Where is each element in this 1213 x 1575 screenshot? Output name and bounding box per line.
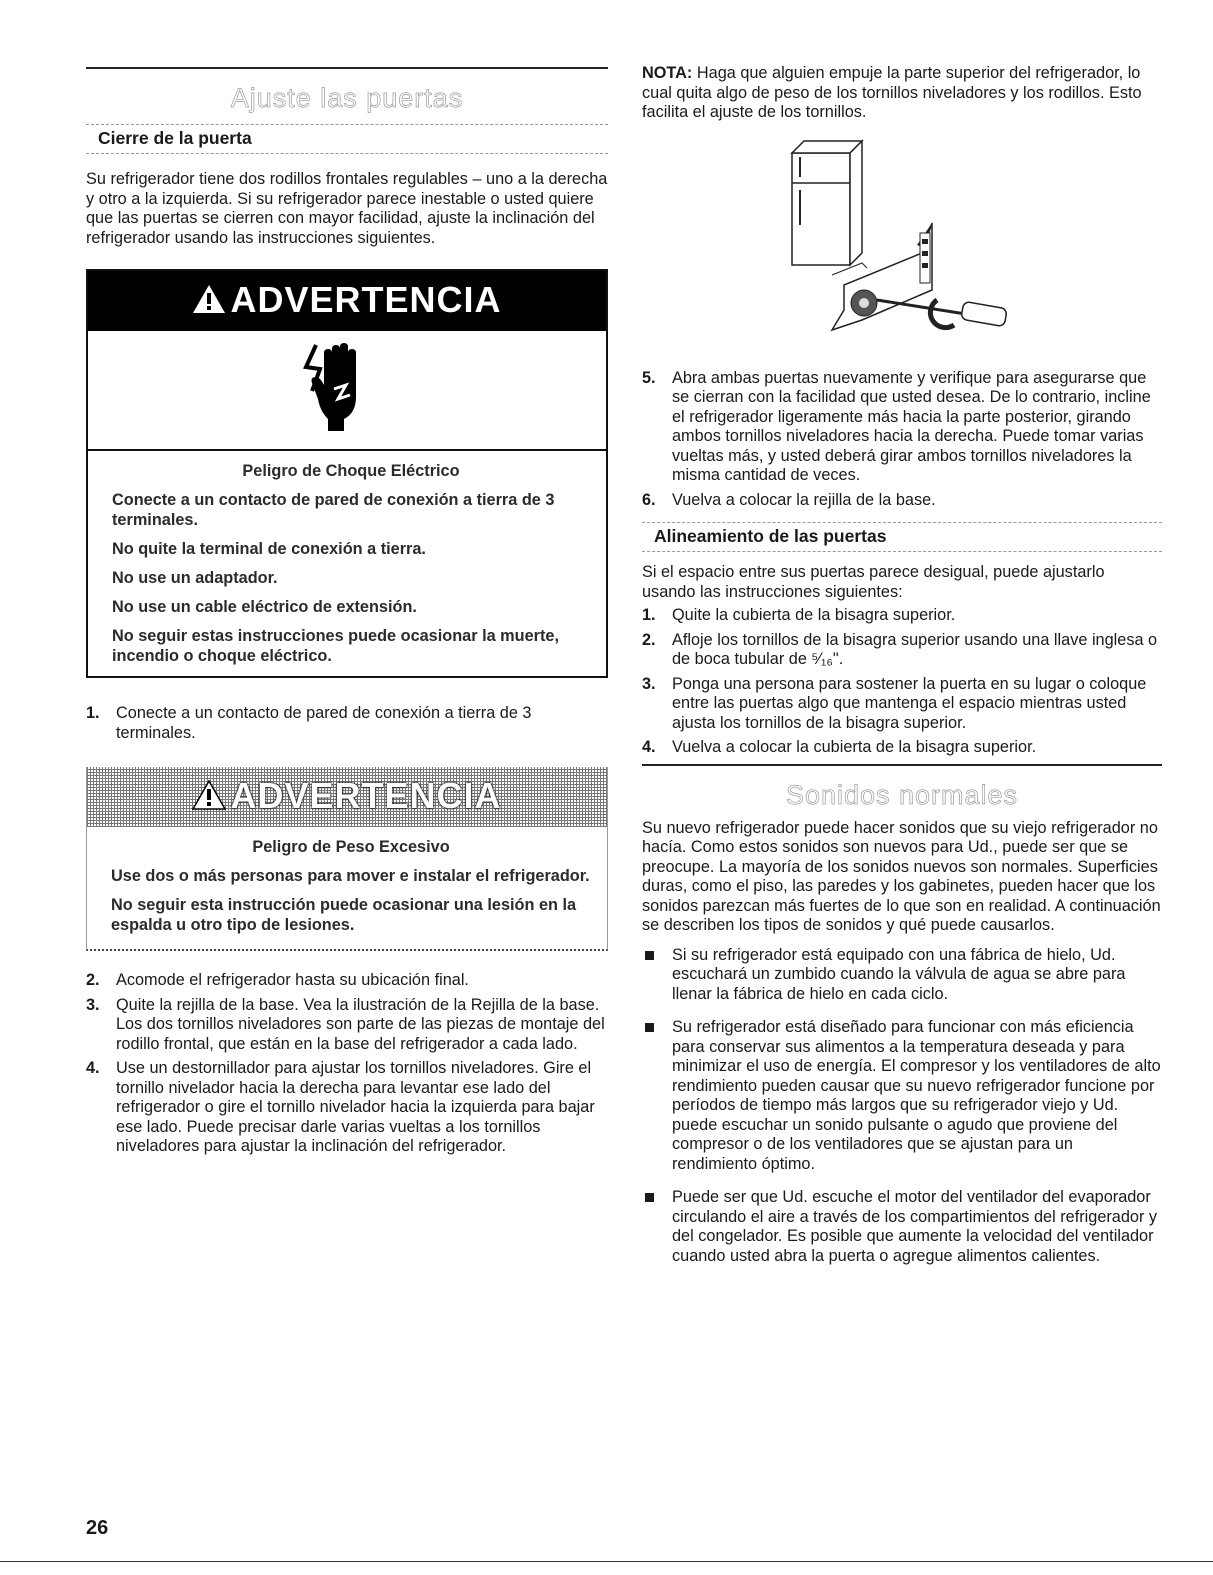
step-number: 4. (642, 738, 656, 756)
step-number: 5. (642, 368, 656, 387)
list-item (642, 369, 1162, 486)
dotted-divider (86, 153, 608, 154)
warning-triangle-icon (192, 777, 226, 819)
sounds-intro: Su nuevo refrigerador puede hacer sonidos que su viejo refrigerador no hacía. Como estos sonidos son nuevos para Ud., puede ser que se preocupe. La mayoría de los sonidos nuevos son normales. Superficies duras, como el piso, las paredes y los gabinetes, pueden hacer que los sonidos parezcan más fuertes de lo que son en realidad. A continuación se describen los tipos de sonidos y qué puede causarlos. (642, 818, 1161, 934)
warning-hazard-title: Peligro de Choque Eléctrico (242, 462, 460, 480)
step-number: 1. (86, 704, 100, 722)
step-text: Afloje los tornillos de la bisagra superior usando una llave inglesa o de boca tubular de ⁵⁄₁₆". (672, 630, 1158, 668)
bullet-square-icon (645, 951, 654, 960)
list-item (642, 606, 1162, 626)
dotted-divider (642, 551, 1162, 552)
page-number: 26 (86, 1517, 109, 1539)
warning-body (88, 451, 606, 676)
bullet-text: Su refrigerador está diseñado para funcionar con más eficiencia para conservar sus alimentos a la temperatura deseada y para minimizar el uso de energía. El compresor y los ventiladores de alto rendimiento pueden causar que su nuevo refrigerador funcione por períodos de tiempo más largos que su refrigerador viejo y Ud. puede escuchar un sonido pulsante o agudo que proviene del compresor o de los ventiladores que se ajustan para un rendimiento óptimo. (672, 1018, 1161, 1173)
align-intro: Si el espacio entre sus puertas parece desigual, puede ajustarlo usando las instrucciones siguientes: (642, 563, 1105, 601)
step-text: Quite la cubierta de la bisagra superior. (672, 606, 956, 624)
warning-line: No seguir estas instrucciones puede ocasionar la muerte, incendio o choque eléctrico. (112, 627, 559, 665)
list-item (86, 996, 608, 1055)
step-number: 3. (86, 995, 100, 1014)
warning-hazard-title: Peligro de Peso Excesivo (252, 838, 450, 856)
list-item (86, 971, 608, 991)
step-number: 4. (86, 1059, 100, 1077)
note-text: Haga que alguien empuje la parte superior del refrigerador, lo cual quita algo de peso de los tornillos niveladores y los rodillos. Esto facilita el ajuste de los tornillos. (642, 64, 1142, 121)
steps-list-2 (86, 971, 608, 1157)
steps-list-1 (86, 704, 608, 743)
warning-line: No quite la terminal de conexión a tierra. (112, 540, 426, 558)
align-steps-list (642, 606, 1162, 758)
bottom-rule (0, 1561, 1213, 1562)
refrigerator-leveling-icon (772, 135, 1032, 355)
warning-body (87, 827, 607, 949)
bullet-square-icon (645, 1023, 654, 1032)
step-text: Conecte a un contacto de pared de conexión a tierra de 3 terminales. (116, 704, 532, 742)
note-paragraph (642, 64, 1162, 123)
step-number: 2. (86, 971, 100, 989)
warning-line: No use un adaptador. (112, 569, 278, 587)
step-number: 2. (642, 630, 656, 649)
subhead-door-alignment: Alineamiento de las puertas (654, 526, 887, 546)
list-item (642, 631, 1162, 670)
steps-list-3 (642, 369, 1162, 511)
bullet-text: Puede ser que Ud. escuche el motor del ventilador del evaporador circulando el aire a través de los compartimientos del refrigerador y del congelador. Es posible que aumente la velocidad del ventilador cuando usted abra la puerta o agregue alimentos calientes. (672, 1188, 1158, 1265)
warning-line: No use un cable eléctrico de extensión. (112, 598, 417, 616)
section-title: Ajuste las puertas (230, 83, 464, 113)
step-text: Ponga una persona para sostener la puerta en su lugar o coloque entre las puertas algo que mantenga el espacio mientras usted ajusta los tornillos de la bisagra superior. (672, 674, 1147, 732)
section-top-rule (642, 764, 1162, 766)
intro-paragraph: Su refrigerador tiene dos rodillos frontales regulables – uno a la derecha y otro a la izquierda. Si su refrigerador parece inestable o usted quiere que las puertas se cierren con mayor facilidad, ajuste la inclinación del refrigerador usando las instrucciones siguientes. (86, 170, 608, 247)
warning-line: Use dos o más personas para mover e instalar el refrigerador. (111, 867, 590, 885)
list-item (86, 1059, 608, 1157)
step-number: 1. (642, 606, 656, 624)
list-item (86, 704, 608, 743)
warning-line: No seguir esta instrucción puede ocasionar una lesión en la espalda u otro tipo de lesiones. (111, 896, 577, 934)
bullet-text: Si su refrigerador está equipado con una fábrica de hielo, Ud. escuchará un zumbido cuando la válvula de agua se abre para llenar la fábrica de hielo en cada ciclo. (672, 945, 1126, 1003)
bullet-square-icon (645, 1193, 654, 1202)
step-text: Vuelva a colocar la rejilla de la base. (672, 490, 936, 509)
list-item (642, 675, 1162, 734)
left-column (86, 0, 608, 1162)
list-item (642, 946, 1162, 1005)
step-number: 3. (642, 674, 656, 693)
step-text: Use un destornillador para ajustar los tornillos niveladores. Gire el tornillo nivelador hacia la derecha para levantar ese lado del refrigerador o gire el tornillo nivelador hacia la izquierda para bajar ese lado. Puede precisar darle varias vueltas a los tornillos niveladores para ajustar la inclinación del refrigerador. (116, 1059, 595, 1155)
section-title: Sonidos normales (785, 779, 1019, 810)
step-text: Vuelva a colocar la cubierta de la bisagra superior. (672, 738, 1037, 756)
step-number: 6. (642, 490, 656, 509)
warning-header (88, 271, 606, 331)
subhead-door-closing: Cierre de la puerta (98, 128, 252, 148)
warning-triangle-icon (192, 281, 226, 323)
list-item (642, 1188, 1162, 1266)
list-item (642, 491, 1162, 511)
sounds-bullet-list (642, 946, 1162, 1267)
step-text: Acomode el refrigerador hasta su ubicación final. (116, 971, 469, 989)
section-top-rule (86, 67, 608, 69)
electric-shock-icon (88, 331, 606, 451)
leveling-screw-illustration (642, 135, 1162, 295)
step-text: Quite la rejilla de la base. Vea la ilustración de la Rejilla de la base. Los dos tornillos niveladores son parte de las piezas de montaje del rodillo frontal, que están en la base del refrigerador a cada lado. (116, 995, 605, 1053)
warning-line: Conecte a un contacto de pared de conexión a tierra de 3 terminales. (112, 491, 555, 529)
step-text: Abra ambas puertas nuevamente y verifique para asegurarse que se cierran con la facilidad que usted desea. De lo contrario, incline el refrigerador ligeramente más hacia la parte posterior, girando ambos tornillos niveladores hacia la derecha. Puede tomar varias vueltas más, y usted deberá girar ambos tornillos niveladores la misma cantidad de veces. (672, 368, 1151, 484)
warning-box-electric (86, 269, 608, 678)
list-item (642, 1018, 1162, 1174)
warning-header-text: ADVERTENCIA (230, 279, 502, 320)
warning-header (87, 767, 607, 827)
right-column (642, 0, 1162, 1280)
note-label: NOTA: (642, 64, 693, 82)
warning-box-weight (86, 767, 608, 951)
list-item (642, 738, 1162, 758)
warning-header-text: ADVERTENCIA (230, 775, 502, 816)
